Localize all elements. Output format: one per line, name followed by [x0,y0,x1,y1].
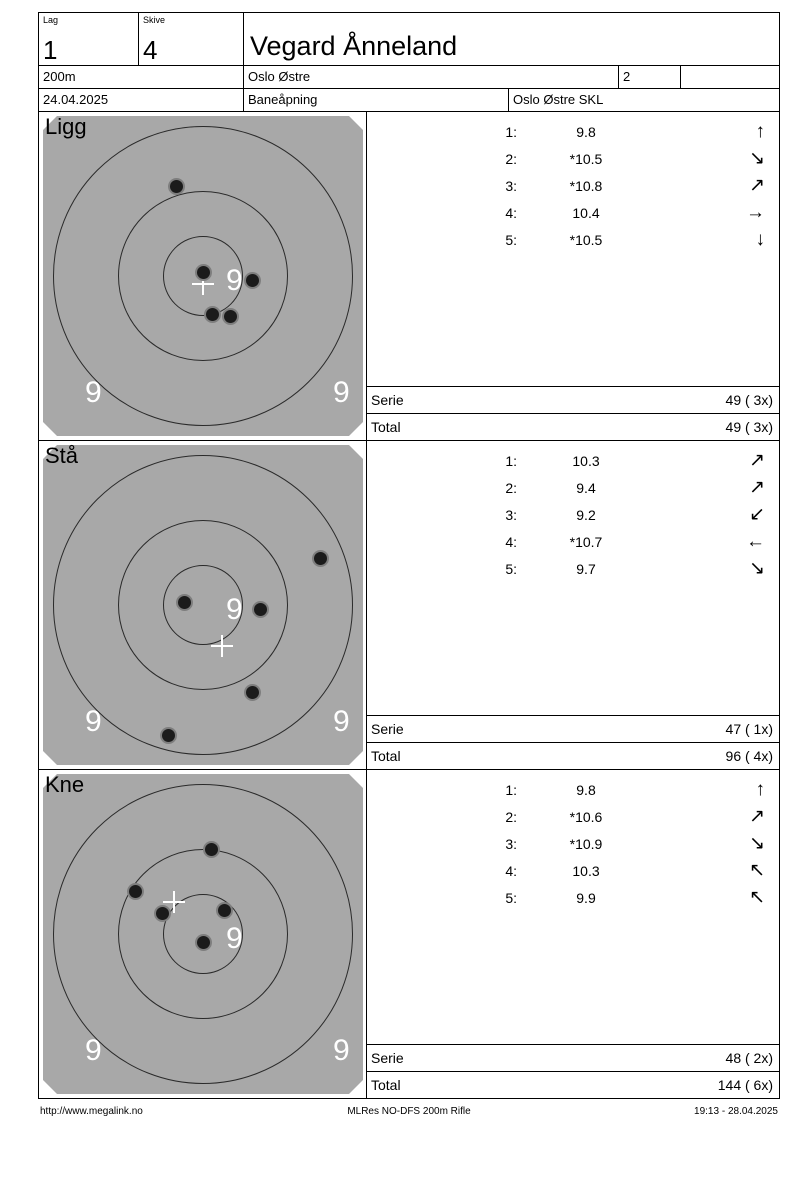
footer-timestamp: 19:13 - 28.04.2025 [694,1106,778,1117]
skive-cell [139,13,244,65]
shot-value: *10.5 [569,150,603,167]
corner-marker [349,422,363,436]
footer-url[interactable]: http://www.megalink.no [40,1106,143,1117]
corner-marker [349,1080,363,1094]
shot-row [367,884,779,911]
wind-arrow-icon: → [746,202,765,223]
shot-number: 2: [505,479,517,496]
shot-list [367,441,779,715]
ring-number-right: 9 [333,1034,350,1067]
shot-mark [244,684,261,701]
wind-arrow-icon: ↗ [749,806,765,827]
aim-cross [211,635,233,657]
total-label: Total [371,1077,401,1093]
shot-number: 4: [505,533,517,550]
shot-mark [244,272,261,289]
shot-number: 1: [505,123,517,140]
wind-arrow-icon: ↘ [749,833,765,854]
position-label: Ligg [45,114,87,139]
ring-number-bottom: 9 [226,1144,243,1177]
shot-row [367,447,779,474]
shot-row [367,226,779,253]
total-value: 49 ( 3x) [725,419,773,435]
serie-label: Serie [371,392,404,408]
wind-arrow-icon: ↗ [749,175,765,196]
header-main-row [39,13,779,65]
lag-value: 1 [43,35,58,65]
ring-number-top: 9 [226,593,243,626]
wind-arrow-icon: ↓ [755,229,765,250]
position-label: Stå [45,443,79,468]
shot-value: *10.8 [569,177,603,194]
shot-row [367,118,779,145]
shot-row [367,528,779,555]
organizer-cell: Oslo Østre SKL [513,92,604,107]
shot-row [367,776,779,803]
wind-arrow-icon: ↙ [749,504,765,525]
serie-value: 49 ( 3x) [725,392,773,408]
footer-software: MLRes NO-DFS 200m Rifle [347,1106,471,1117]
total-row [367,413,779,440]
shot-mark [252,601,269,618]
report-header [38,12,780,112]
shot-value: 9.9 [576,889,596,906]
shot-number: 4: [505,204,517,221]
wind-arrow-icon: ↘ [749,558,765,579]
event-cell: Baneåpning [244,89,509,111]
extra-cell [681,66,779,88]
ring-number-top: 9 [226,264,243,297]
shot-list [367,112,779,386]
wind-arrow-icon: ↑ [755,121,765,142]
shot-list [367,770,779,1044]
shot-list-pane [367,770,779,1098]
shot-row [367,199,779,226]
shot-value: 10.3 [572,452,600,469]
corner-marker [43,1080,57,1094]
serie-value: 47 ( 1x) [725,721,773,737]
ring-number-top: 9 [226,922,243,955]
shot-number: 1: [505,781,517,798]
serie-row [367,715,779,742]
wind-arrow-icon: ↖ [749,887,765,908]
serie-value: 48 ( 2x) [725,1050,773,1066]
shot-number: 3: [505,506,517,523]
shot-number: 5: [505,560,517,577]
shot-list-pane [367,112,779,440]
shot-mark [168,178,185,195]
shot-value: 9.2 [576,506,596,523]
ring-number-right: 9 [333,376,350,409]
shot-mark [204,306,221,323]
shot-row [367,172,779,199]
shot-mark [127,883,144,900]
club-cell: Oslo Østre [244,66,619,88]
target-pane [39,112,367,440]
corner-marker [349,445,363,459]
shot-value: 10.3 [572,862,600,879]
shot-number: 2: [505,150,517,167]
total-label: Total [371,748,401,764]
skive-value: 4 [143,35,158,65]
shot-value: *10.5 [569,231,603,248]
wind-arrow-icon: ↗ [749,450,765,471]
shot-mark [154,905,171,922]
header-second-row [39,65,779,88]
lag-label: Lag [43,15,59,25]
wind-arrow-icon: ↑ [755,779,765,800]
target-report-page [38,12,780,1177]
wind-arrow-icon: ↗ [749,477,765,498]
corner-marker [349,116,363,130]
shot-mark [176,594,193,611]
corner-marker [43,751,57,765]
serie-label: Serie [371,721,404,737]
wind-arrow-icon: ↘ [749,148,765,169]
shot-number: 3: [505,835,517,852]
shot-value: *10.6 [569,808,603,825]
shot-value: 9.8 [576,123,596,140]
shot-value: 9.8 [576,781,596,798]
shot-list-pane [367,441,779,769]
shot-mark [195,264,212,281]
header-third-row [39,88,779,112]
shot-number: 4: [505,862,517,879]
shooter-name: Vegard Ånneland [250,31,458,61]
shot-row [367,803,779,830]
corner-marker [349,751,363,765]
relay-cell: 2 [619,66,681,88]
shot-mark [216,902,233,919]
serie-row [367,386,779,413]
wind-arrow-icon: ↖ [749,860,765,881]
serie-label: Serie [371,1050,404,1066]
ring-number-right: 9 [333,705,350,738]
shot-mark [222,308,239,325]
target-pane [39,441,367,769]
shot-row [367,555,779,582]
shot-number: 2: [505,808,517,825]
shot-number: 1: [505,452,517,469]
series-block [38,112,780,441]
shot-mark [195,934,212,951]
ring-number-left: 9 [85,705,102,738]
wind-arrow-icon: ← [746,531,765,552]
shot-number: 5: [505,889,517,906]
target-face [43,116,363,436]
total-value: 96 ( 4x) [725,748,773,764]
total-row [367,1071,779,1098]
distance-cell: 200m [39,66,244,88]
total-row [367,742,779,769]
shot-row [367,474,779,501]
date-cell: 24.04.2025 [39,89,244,111]
shot-value: 10.4 [572,204,600,221]
series-block [38,441,780,770]
shot-mark [203,841,220,858]
lag-cell [39,13,139,65]
shot-mark [160,727,177,744]
serie-row [367,1044,779,1071]
corner-marker [349,774,363,788]
report-footer [38,1103,780,1123]
ring-number-left: 9 [85,376,102,409]
shooter-name-cell [244,13,779,65]
shot-row [367,145,779,172]
skive-label: Skive [143,15,166,25]
shot-mark [312,550,329,567]
shot-row [367,857,779,884]
shot-number: 5: [505,231,517,248]
shot-number: 3: [505,177,517,194]
shot-value: 9.7 [576,560,596,577]
position-label: Kne [45,772,85,797]
target-face [43,445,363,765]
ring-number-left: 9 [85,1034,102,1067]
total-value: 144 ( 6x) [717,1077,773,1093]
shot-row [367,830,779,857]
shot-value: *10.9 [569,835,603,852]
total-label: Total [371,419,401,435]
shot-row [367,501,779,528]
shot-value: *10.7 [569,533,603,550]
corner-marker [43,422,57,436]
shot-value: 9.4 [576,479,596,496]
